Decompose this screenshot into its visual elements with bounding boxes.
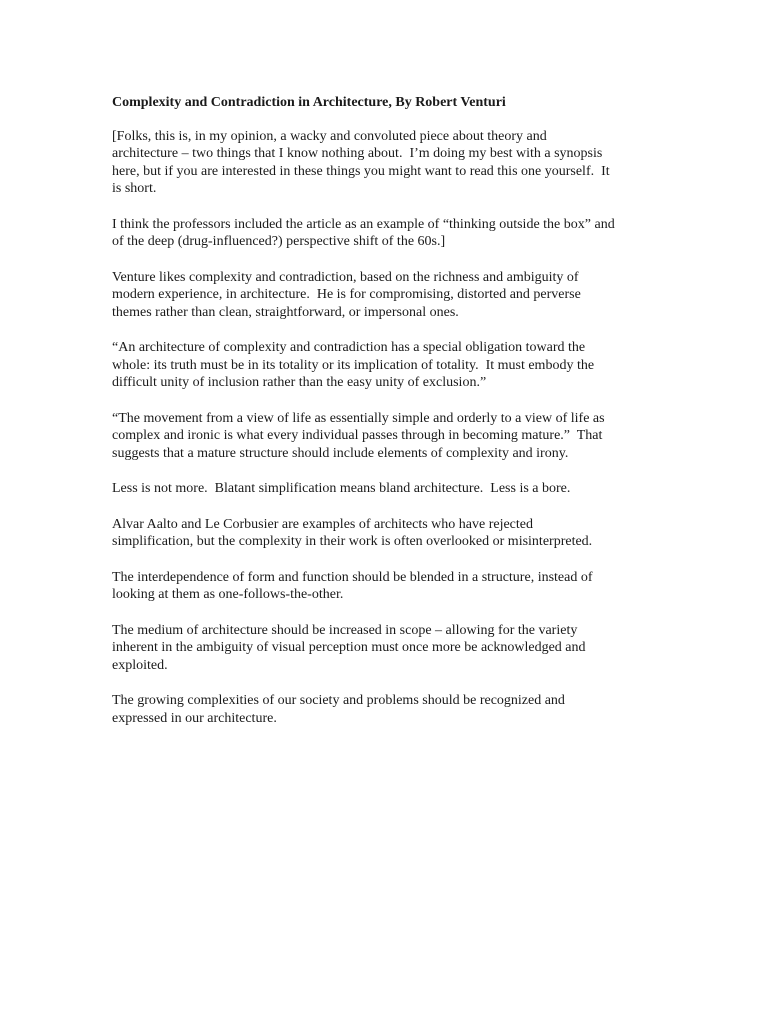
text-line: looking at them as one-follows-the-other.	[112, 587, 344, 602]
text-line: I think the professors included the article as an example of “thinking outside the box” and	[112, 216, 615, 232]
text-line: complex and ironic is what every individual passes through in becoming mature.” That	[112, 428, 603, 443]
document-title: Complexity and Contradiction in Architecture, By Robert Venturi	[112, 95, 506, 110]
document-body	[112, 128, 632, 728]
text-line: Less is not more. Blatant simplification means bland architecture. Less is a bore.	[112, 481, 571, 496]
text-line: simplification, but the complexity in their work is often overlooked or misinterpreted.	[112, 534, 593, 549]
paragraph	[112, 339, 632, 392]
paragraph	[112, 269, 632, 322]
paragraph	[112, 216, 632, 251]
text-line: architecture – two things that I know nothing about. I’m doing my best with a synopsis	[112, 146, 603, 161]
text-line: suggests that a mature structure should include elements of complexity and irony.	[112, 445, 569, 461]
text-line: whole: its truth must be in its totality or its implication of totality. It must embody the	[112, 357, 595, 373]
paragraph	[112, 480, 632, 498]
text-line: “An architecture of complexity and contradiction has a special obligation toward the	[112, 340, 586, 355]
text-line: difficult unity of inclusion rather than the easy unity of exclusion.”	[112, 375, 487, 390]
text-line: here, but if you are interested in these things you might want to read this one yourself. It	[112, 163, 610, 179]
text-line: expressed in our architecture.	[112, 710, 277, 726]
text-line: modern experience, in architecture. He is for compromising, distorted and perverse	[112, 287, 581, 302]
text-line: [Folks, this is, in my opinion, a wacky and convoluted piece about theory and	[112, 128, 547, 144]
paragraph	[112, 516, 632, 551]
paragraph	[112, 128, 632, 198]
paragraph	[112, 569, 632, 604]
text-line: The interdependence of form and function should be blended in a structure, instead of	[112, 569, 593, 585]
text-line: inherent in the ambiguity of visual perception must once more be acknowledged and	[112, 640, 586, 655]
paragraph	[112, 692, 632, 727]
text-line: The growing complexities of our society and problems should be recognized and	[112, 693, 565, 708]
text-line: exploited.	[112, 657, 168, 673]
text-line: is short.	[112, 181, 157, 196]
document-page	[112, 94, 632, 745]
text-line: “The movement from a view of life as essentially simple and orderly to a view of life as	[112, 410, 605, 426]
paragraph	[112, 622, 632, 675]
text-line: of the deep (drug-influenced?) perspective shift of the 60s.]	[112, 234, 446, 249]
text-line: Alvar Aalto and Le Corbusier are examples of architects who have rejected	[112, 516, 533, 532]
text-line: themes rather than clean, straightforward, or impersonal ones.	[112, 304, 459, 320]
paragraph	[112, 410, 632, 463]
text-line: The medium of architecture should be increased in scope – allowing for the variety	[112, 622, 578, 638]
text-line: Venture likes complexity and contradiction, based on the richness and ambiguity of	[112, 269, 579, 285]
